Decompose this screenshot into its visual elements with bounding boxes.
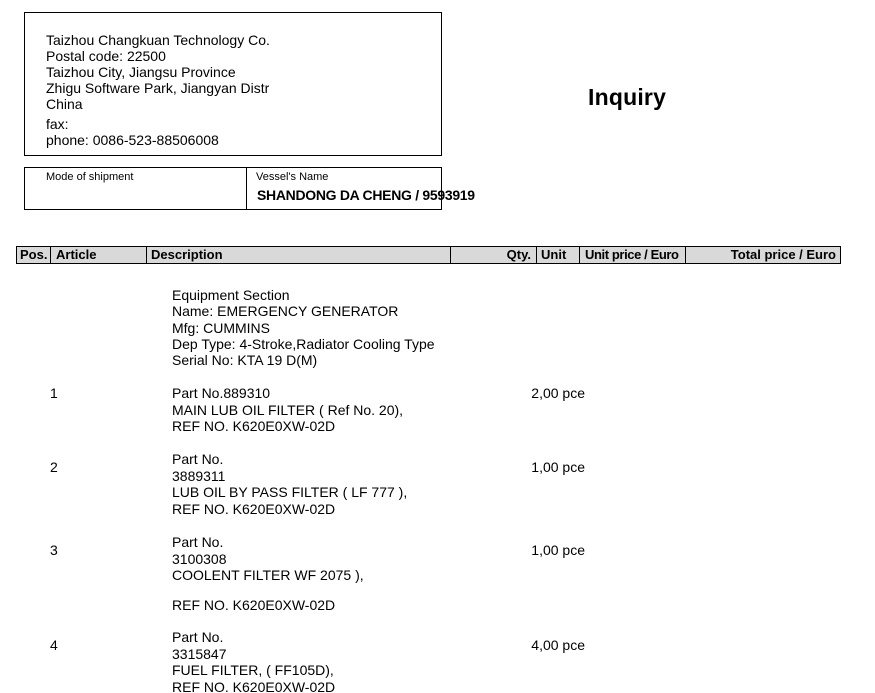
company-country: China (46, 96, 83, 112)
item-description (172, 385, 403, 435)
item-line: Part No. (172, 534, 224, 550)
company-name: Taizhou Changkuan Technology Co. (46, 32, 270, 48)
item-pos: 1 (50, 385, 58, 401)
item-pos: 4 (50, 637, 58, 653)
column-qty: Qty. (451, 247, 537, 263)
column-total-price: Total price / Euro (730, 247, 836, 262)
column-pos: Pos. (17, 247, 51, 263)
column-unit-price: Unit price / Euro (580, 247, 686, 263)
section-name: Name: EMERGENCY GENERATOR (172, 303, 399, 320)
company-fax: fax: (46, 116, 69, 132)
section-mfg: Mfg: CUMMINS (172, 319, 270, 336)
section-title: Equipment Section (172, 287, 290, 303)
item-line: COOLENT FILTER WF 2075 ), (172, 567, 364, 583)
vessel-name-value: SHANDONG DA CHENG / 9593919 (257, 187, 475, 203)
item-line: LUB OIL BY PASS FILTER ( LF 777 ), (172, 484, 408, 500)
company-city: Taizhou City, Jiangsu Province (46, 64, 236, 80)
item-description (172, 451, 407, 517)
item-qty: 1,00 pce (531, 542, 585, 558)
document-title: Inquiry (588, 84, 667, 110)
item-qty: 1,00 pce (531, 459, 585, 475)
mode-of-shipment-label: Mode of shipment (46, 171, 134, 183)
item-line: 3889311 (172, 467, 226, 484)
item-line: REF NO. K620E0XW-02D (172, 500, 336, 517)
section-dep-type: Dep Type: 4-Stroke,Radiator Cooling Type (172, 335, 435, 352)
item-line: Part No. (172, 451, 224, 467)
shipment-divider (246, 168, 247, 209)
item-line: 3315847 (172, 645, 227, 662)
column-article: Article (51, 247, 147, 263)
item-line: FUEL FILTER, ( FF105D), (172, 662, 334, 678)
item-line: MAIN LUB OIL FILTER ( Ref No. 20), (172, 401, 404, 418)
vessel-name-label: Vessel's Name (256, 171, 329, 183)
item-description (172, 629, 335, 693)
item-pos: 3 (50, 542, 58, 558)
postal-code: Postal code: 22500 (46, 48, 166, 64)
item-line: Part No.889310 (172, 385, 271, 401)
item-line: REF NO. K620E0XW-02D (172, 596, 336, 613)
item-description (172, 534, 364, 613)
item-qty: 4,00 pce (531, 637, 585, 653)
item-line: REF NO. K620E0XW-02D (172, 678, 336, 693)
equipment-section (172, 287, 435, 368)
item-line: REF NO. K620E0XW-02D (172, 418, 336, 434)
company-street: Zhigu Software Park, Jiangyan Distr (46, 80, 270, 96)
column-description: Description (147, 247, 451, 263)
shipment-box (24, 167, 475, 210)
column-unit: Unit (537, 247, 580, 263)
company-address-box (24, 12, 442, 156)
item-qty: 2,00 pce (531, 385, 585, 401)
section-serial: Serial No: KTA 19 D(M) (172, 352, 318, 369)
item-line: 3100308 (172, 550, 227, 567)
company-address (46, 32, 270, 148)
item-line: Part No. (172, 629, 224, 645)
item-pos: 2 (50, 459, 58, 475)
company-phone: phone: 0086-523-88506008 (46, 132, 219, 148)
table-column-header (16, 246, 841, 264)
